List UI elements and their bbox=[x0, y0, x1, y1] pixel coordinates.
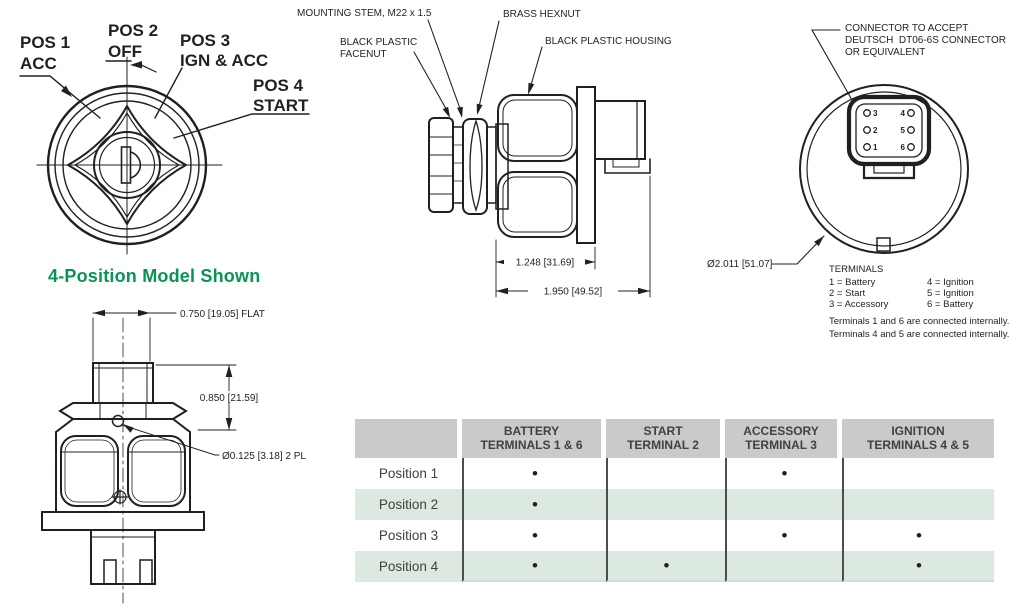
dim-housing-depth: 1.248 [31.69] bbox=[515, 257, 575, 269]
pin-3-label: 3 bbox=[873, 109, 878, 118]
cell-accessory bbox=[725, 551, 842, 582]
table-row-position-1 bbox=[355, 458, 994, 489]
terminal-4-legend: 4 = Ignition bbox=[927, 277, 974, 288]
header-accessory-line2: TERMINAL 3 bbox=[745, 437, 817, 452]
rear-view-drawing bbox=[690, 0, 1030, 350]
row-label: Position 3 bbox=[378, 528, 439, 543]
pos4-label-line2: START bbox=[253, 96, 309, 115]
cell-ignition bbox=[842, 489, 994, 520]
bullet-mark: • bbox=[916, 556, 922, 575]
header-cell-battery bbox=[462, 419, 606, 458]
cell-accessory bbox=[725, 489, 842, 520]
bullet-mark: • bbox=[663, 556, 670, 575]
bullet-mark: • bbox=[532, 556, 538, 575]
mounting-stem-shape bbox=[453, 127, 463, 203]
pos4-label-line1: POS 4 bbox=[253, 76, 304, 95]
table-header-row bbox=[355, 419, 994, 458]
connector-callout-line3: OR EQUIVALENT bbox=[845, 47, 926, 58]
pos3-label-line2: IGN & ACC bbox=[180, 51, 269, 70]
cell-start bbox=[606, 551, 725, 582]
header-ignition-line1: IGNITION bbox=[891, 423, 945, 438]
pos1-label-line2: ACC bbox=[20, 54, 57, 73]
pos2-label-line1: POS 2 bbox=[108, 21, 159, 40]
terminal-2-legend: 2 = Start bbox=[829, 288, 866, 299]
header-start-line1: START bbox=[643, 423, 683, 438]
housing-bottom-lobe bbox=[498, 172, 577, 237]
pin-4-label: 4 bbox=[900, 109, 905, 118]
pos2-label-line2: OFF bbox=[108, 42, 142, 61]
bullet-mark: • bbox=[781, 526, 788, 545]
housing-top-lobe bbox=[498, 95, 577, 161]
table-row-position-4 bbox=[355, 551, 994, 582]
header-cell-accessory bbox=[725, 419, 842, 458]
terminal-note-1: Terminals 1 and 6 are connected internally. bbox=[829, 316, 1010, 327]
cell-battery bbox=[462, 551, 606, 582]
front-view-caption: 4-Position Model Shown bbox=[48, 266, 261, 286]
row-label: Position 4 bbox=[378, 559, 439, 574]
header-ignition-line2: TERMINALS 4 & 5 bbox=[866, 437, 969, 452]
terminal-3-legend: 3 = Accessory bbox=[829, 299, 889, 310]
terminal-5-legend: 5 = Ignition bbox=[927, 288, 974, 299]
facenut-callout-line2: FACENUT bbox=[340, 49, 387, 60]
cell-battery bbox=[462, 458, 606, 489]
position-terminal-table bbox=[355, 419, 994, 582]
index-notch bbox=[877, 238, 890, 251]
dimension-view-drawing bbox=[20, 300, 330, 605]
side-view-linework bbox=[414, 20, 650, 297]
header-battery-line1: BATTERY bbox=[503, 423, 560, 438]
facenut-shape bbox=[429, 118, 453, 212]
terminal-1-legend: 1 = Battery bbox=[829, 277, 876, 288]
dim-stem-height: 0.850 [21.59] bbox=[199, 393, 259, 404]
bullet-mark: • bbox=[916, 526, 922, 545]
pin-2-label: 2 bbox=[873, 126, 878, 135]
hexnut-shape bbox=[463, 119, 487, 214]
housing-outline-circle bbox=[800, 85, 968, 253]
terminals-title: TERMINALS bbox=[829, 264, 884, 275]
cell-accessory bbox=[725, 458, 842, 489]
pin-1-label: 1 bbox=[873, 143, 878, 152]
terminal-note-2: Terminals 4 and 5 are connected internally. bbox=[829, 329, 1010, 340]
connector-callout-line2: DEUTSCH DT06-6S CONNECTOR bbox=[845, 35, 1006, 46]
row-label: Position 2 bbox=[378, 497, 439, 512]
bullet-mark: • bbox=[781, 464, 788, 483]
dim-hole-diameter: Ø0.125 [3.18] 2 PL bbox=[222, 451, 306, 462]
header-cell-start bbox=[606, 419, 725, 458]
cell-start bbox=[606, 458, 725, 489]
bullet-mark: • bbox=[532, 464, 538, 483]
row-label: Position 1 bbox=[378, 466, 439, 481]
flange-plate bbox=[577, 87, 595, 243]
cell-battery bbox=[462, 489, 606, 520]
header-battery-line2: TERMINALS 1 & 6 bbox=[480, 437, 583, 452]
housing-callout: BLACK PLASTIC HOUSING bbox=[545, 36, 672, 47]
front-view-arrowheads bbox=[61, 61, 142, 97]
pos3-label-line1: POS 3 bbox=[180, 31, 231, 50]
brass-hexnut-callout: BRASS HEXNUT bbox=[503, 9, 581, 20]
cell-start bbox=[606, 489, 725, 520]
rear-view-linework bbox=[772, 30, 968, 264]
table-row-position-3 bbox=[355, 520, 994, 551]
dim-overall-depth: 1.950 [49.52] bbox=[543, 286, 603, 298]
dimension-view-linework bbox=[42, 313, 236, 603]
pin-5-label: 5 bbox=[900, 126, 905, 135]
header-cell-empty bbox=[355, 419, 462, 458]
dim-flat-width: 0.750 [19.05] FLAT bbox=[180, 309, 265, 320]
cell-ignition bbox=[842, 551, 994, 582]
header-cell-ignition bbox=[842, 419, 994, 458]
cell-start bbox=[606, 520, 725, 551]
bullet-mark: • bbox=[532, 495, 538, 514]
connector-callout-line1: CONNECTOR TO ACCEPT bbox=[845, 23, 969, 34]
terminal-6-legend: 6 = Battery bbox=[927, 299, 974, 310]
deutsch-connector-shell bbox=[849, 97, 929, 164]
table-row-position-2 bbox=[355, 489, 994, 520]
header-accessory-line1: ACCESSORY bbox=[743, 423, 819, 438]
diameter-dimension: Ø2.011 [51.07] bbox=[707, 259, 773, 270]
pos1-label-line1: POS 1 bbox=[20, 33, 71, 52]
dimension-view-arrowheads bbox=[93, 310, 232, 433]
cell-ignition bbox=[842, 458, 994, 489]
bullet-mark: • bbox=[532, 526, 538, 545]
pin-6-label: 6 bbox=[900, 143, 905, 152]
facenut-callout-line1: BLACK PLASTIC bbox=[340, 37, 418, 48]
cell-accessory bbox=[725, 520, 842, 551]
header-start-line2: TERMINAL 2 bbox=[627, 437, 699, 452]
cell-battery bbox=[462, 520, 606, 551]
side-view-drawing bbox=[280, 0, 740, 310]
mounting-stem-callout: MOUNTING STEM, M22 x 1.5 bbox=[297, 8, 432, 19]
cell-ignition bbox=[842, 520, 994, 551]
